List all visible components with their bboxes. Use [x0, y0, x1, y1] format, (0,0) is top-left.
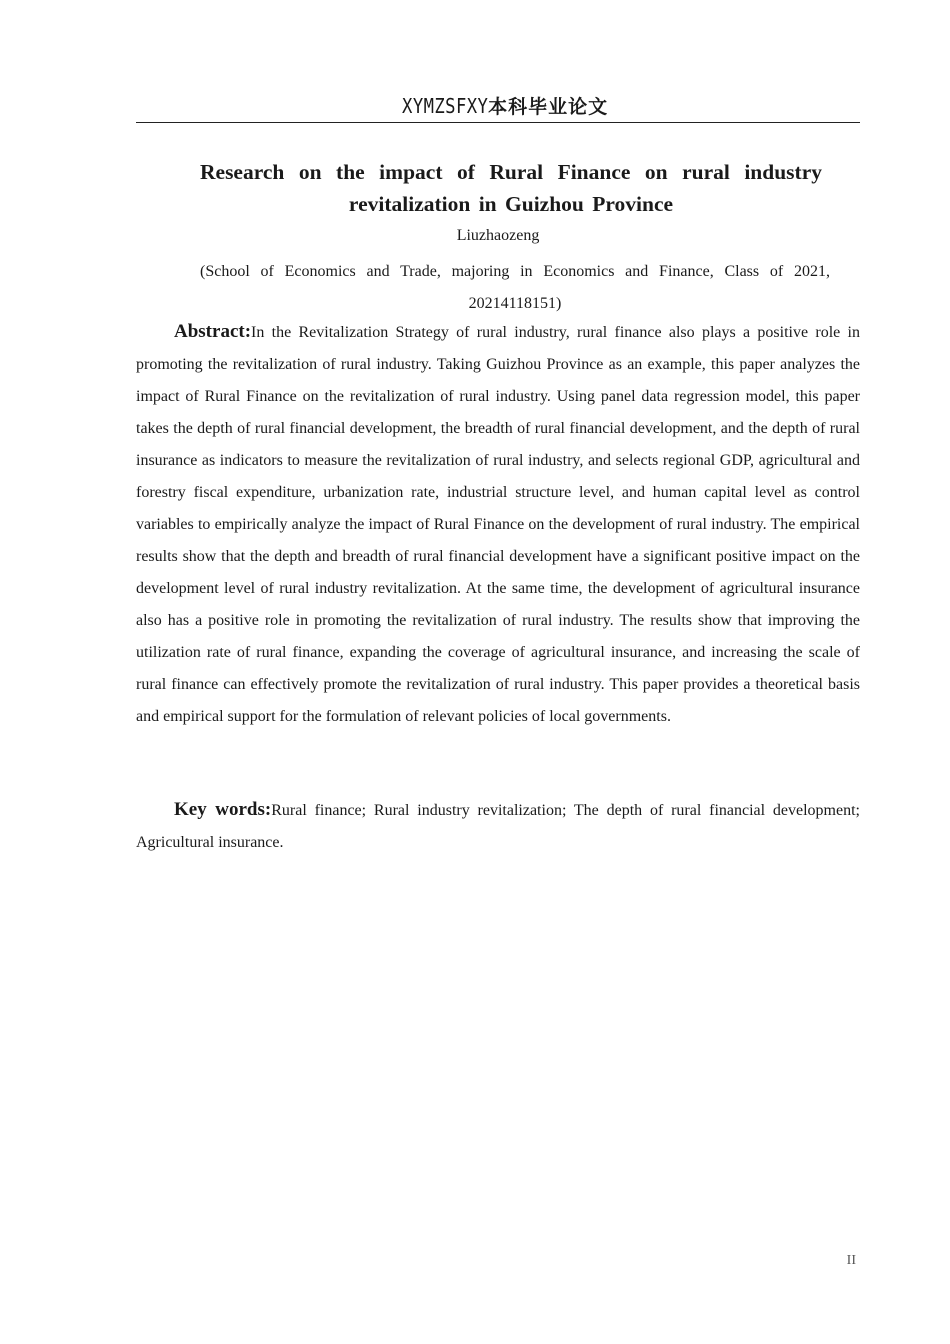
page-number: II — [846, 1253, 856, 1268]
abstract-paragraph — [136, 316, 860, 733]
author-affiliation: (School of Economics and Trade, majoring in Economics and Finance, Class of 2021, 20214118151) — [200, 263, 830, 312]
abstract-text: In the Revitalization Strategy of rural industry, rural finance also plays a positive role in promoting the revitalization of rural industry. Taking Guizhou Province as an example, this paper analyzes the impact of Rural Finance on the revitalization of rural industry. Using panel data regression model, this paper takes the depth of rural financial development, the breadth of rural financial development, and the depth of rural insurance as indicators to measure the revitalization of rural industry, and selects regional GDP, agricultural and forestry fiscal expenditure, urbanization rate, industrial structure level, and human capital level as control variables to empirically analyze the impact of Rural Finance on the development of rural industry. The empirical results show that the depth and breadth of rural financial development have a significant positive impact on the development level of rural industry revitalization. At the same time, the development of agricultural insurance also has a positive role in promoting the revitalization of rural industry. The results show that improving the utilization rate of rural finance, expanding the coverage of agricultural insurance, and increasing the scale of rural finance can effectively promote the revitalization of rural industry. This paper provides a theoretical basis and empirical support for the formulation of relevant policies of local governments. — [136, 324, 860, 725]
keywords-text: Rural finance; Rural industry revitalization; The depth of rural financial development; Agricultural insurance. — [136, 802, 860, 851]
keywords-paragraph — [136, 794, 860, 859]
header-institution-code: XYMZSFXY — [401, 94, 489, 118]
paper-title: Research on the impact of Rural Finance on rural industry revitalization in Guizhou Province — [200, 160, 822, 216]
abstract-label: Abstract: — [174, 321, 252, 342]
author-name: Liuzhaozeng — [456, 227, 540, 244]
running-header — [136, 92, 860, 123]
keywords-label: Key words: — [174, 799, 272, 820]
header-thesis-type: 本科毕业论文 — [488, 96, 609, 118]
